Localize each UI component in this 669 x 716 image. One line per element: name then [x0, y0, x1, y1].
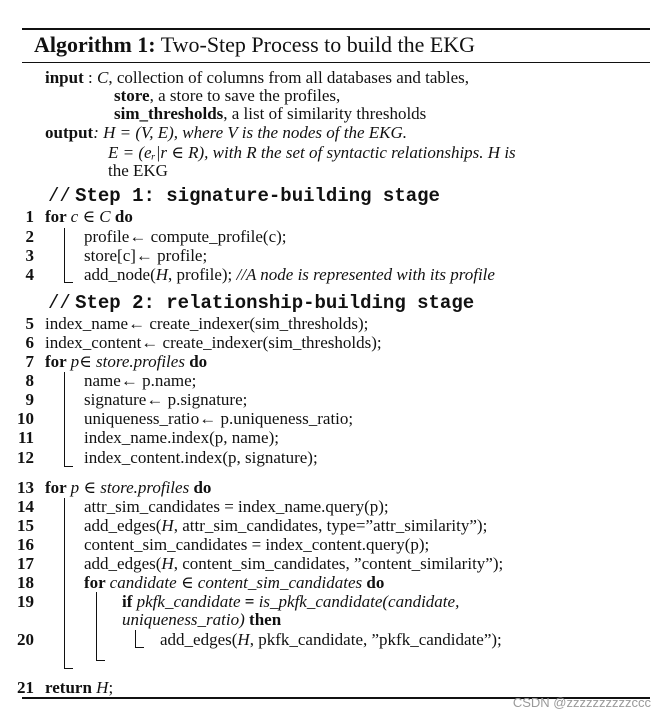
code-line-7: for p∈ store.profiles do — [45, 352, 208, 371]
line-number: 8 — [25, 371, 34, 390]
code-line-15: add_edges(H, attr_sim_candidates, type=”attr_similarity”); — [84, 516, 488, 535]
block-bar — [64, 228, 65, 282]
line-number: 18 — [17, 573, 34, 592]
line-number: 9 — [25, 390, 34, 409]
code-line-6: index_content← create_indexer(sim_thresholds); — [45, 333, 382, 352]
line-number: 11 — [17, 428, 34, 447]
line-number: 6 — [25, 333, 34, 352]
block-bar — [64, 498, 65, 668]
block-end — [64, 282, 73, 283]
code-line-4: add_node(H, profile); //A node is represented with its profile — [84, 265, 495, 284]
block-end — [64, 466, 73, 467]
title-rule — [22, 62, 650, 63]
line-number: 20 — [17, 630, 34, 649]
step2-comment: // Step 2: relationship-building stage — [48, 292, 475, 314]
code-line-12: index_content.index(p, signature); — [84, 448, 318, 467]
line-number: 2 — [25, 227, 34, 246]
block-bar — [96, 592, 97, 660]
step1-comment: // Step 1: signature-building stage — [48, 185, 440, 207]
line-number: 14 — [17, 497, 34, 516]
code-line-19: if pkfk_candidate = is_pkfk_candidate(candidate, — [122, 592, 460, 611]
code-line-3: store[c]← profile; — [84, 246, 208, 265]
line-number: 15 — [17, 516, 34, 535]
input-line-1: input : C, collection of columns from all databases and tables, — [45, 68, 469, 87]
code-line-11: index_name.index(p, name); — [84, 428, 279, 447]
code-line-14: attr_sim_candidates = index_name.query(p); — [84, 497, 389, 516]
code-line-16: content_sim_candidates = index_content.query(p); — [84, 535, 430, 554]
algorithm-label: Algorithm 1: — [34, 32, 156, 57]
line-number: 5 — [25, 314, 34, 333]
code-line-10: uniqueness_ratio← p.uniqueness_ratio; — [84, 409, 354, 428]
code-line-13: for p ∈ store.profiles do — [45, 478, 212, 497]
line-number: 16 — [17, 535, 34, 554]
code-line-17: add_edges(H, content_sim_candidates, ”content_similarity”); — [84, 554, 504, 573]
code-line-18: for candidate ∈ content_sim_candidates do — [84, 573, 385, 592]
line-number: 7 — [25, 352, 34, 371]
block-end — [135, 647, 144, 648]
algorithm-title-text: Two-Step Process to build the EKG — [160, 32, 476, 57]
block-end — [96, 660, 105, 661]
code-line-20: add_edges(H, pkfk_candidate, ”pkfk_candidate”); — [160, 630, 502, 649]
code-line-19-cont: uniqueness_ratio) then — [122, 610, 282, 629]
top-rule — [22, 28, 650, 30]
code-line-1: for c ∈ C do — [45, 207, 133, 226]
code-line-21: return H; — [45, 678, 114, 697]
input-keyword: input — [45, 68, 84, 87]
line-number: 13 — [17, 478, 34, 497]
line-number: 3 — [25, 246, 34, 265]
line-number: 10 — [17, 409, 34, 428]
block-bar — [64, 372, 65, 466]
input-line-3: sim_thresholds, a list of similarity thresholds — [114, 104, 427, 123]
code-line-9: signature← p.signature; — [84, 390, 248, 409]
line-number: 17 — [17, 554, 34, 573]
input-line-2: store, a store to save the profiles, — [114, 86, 341, 105]
algorithm-title — [34, 32, 475, 58]
output-keyword: output — [45, 123, 94, 142]
block-end — [64, 668, 73, 669]
code-line-8: name← p.name; — [84, 371, 197, 390]
block-bar — [135, 630, 136, 647]
output-line-3: the EKG — [108, 161, 168, 180]
output-line-1: output: H = (V, E), where V is the nodes of the EKG. — [45, 123, 407, 142]
line-number: 1 — [25, 207, 34, 226]
line-number: 19 — [17, 592, 34, 611]
code-line-5: index_name← create_indexer(sim_thresholds); — [45, 314, 369, 333]
code-line-2: profile← compute_profile(c); — [84, 227, 287, 246]
watermark: CSDN @zzzzzzzzzzccc — [512, 695, 651, 710]
output-line-2: E = (eᵣ|r ∈ R), with R the set of syntactic relationships. H is — [108, 143, 516, 162]
line-number: 12 — [17, 448, 34, 467]
line-number: 21 — [17, 678, 34, 697]
line-number: 4 — [25, 265, 34, 284]
